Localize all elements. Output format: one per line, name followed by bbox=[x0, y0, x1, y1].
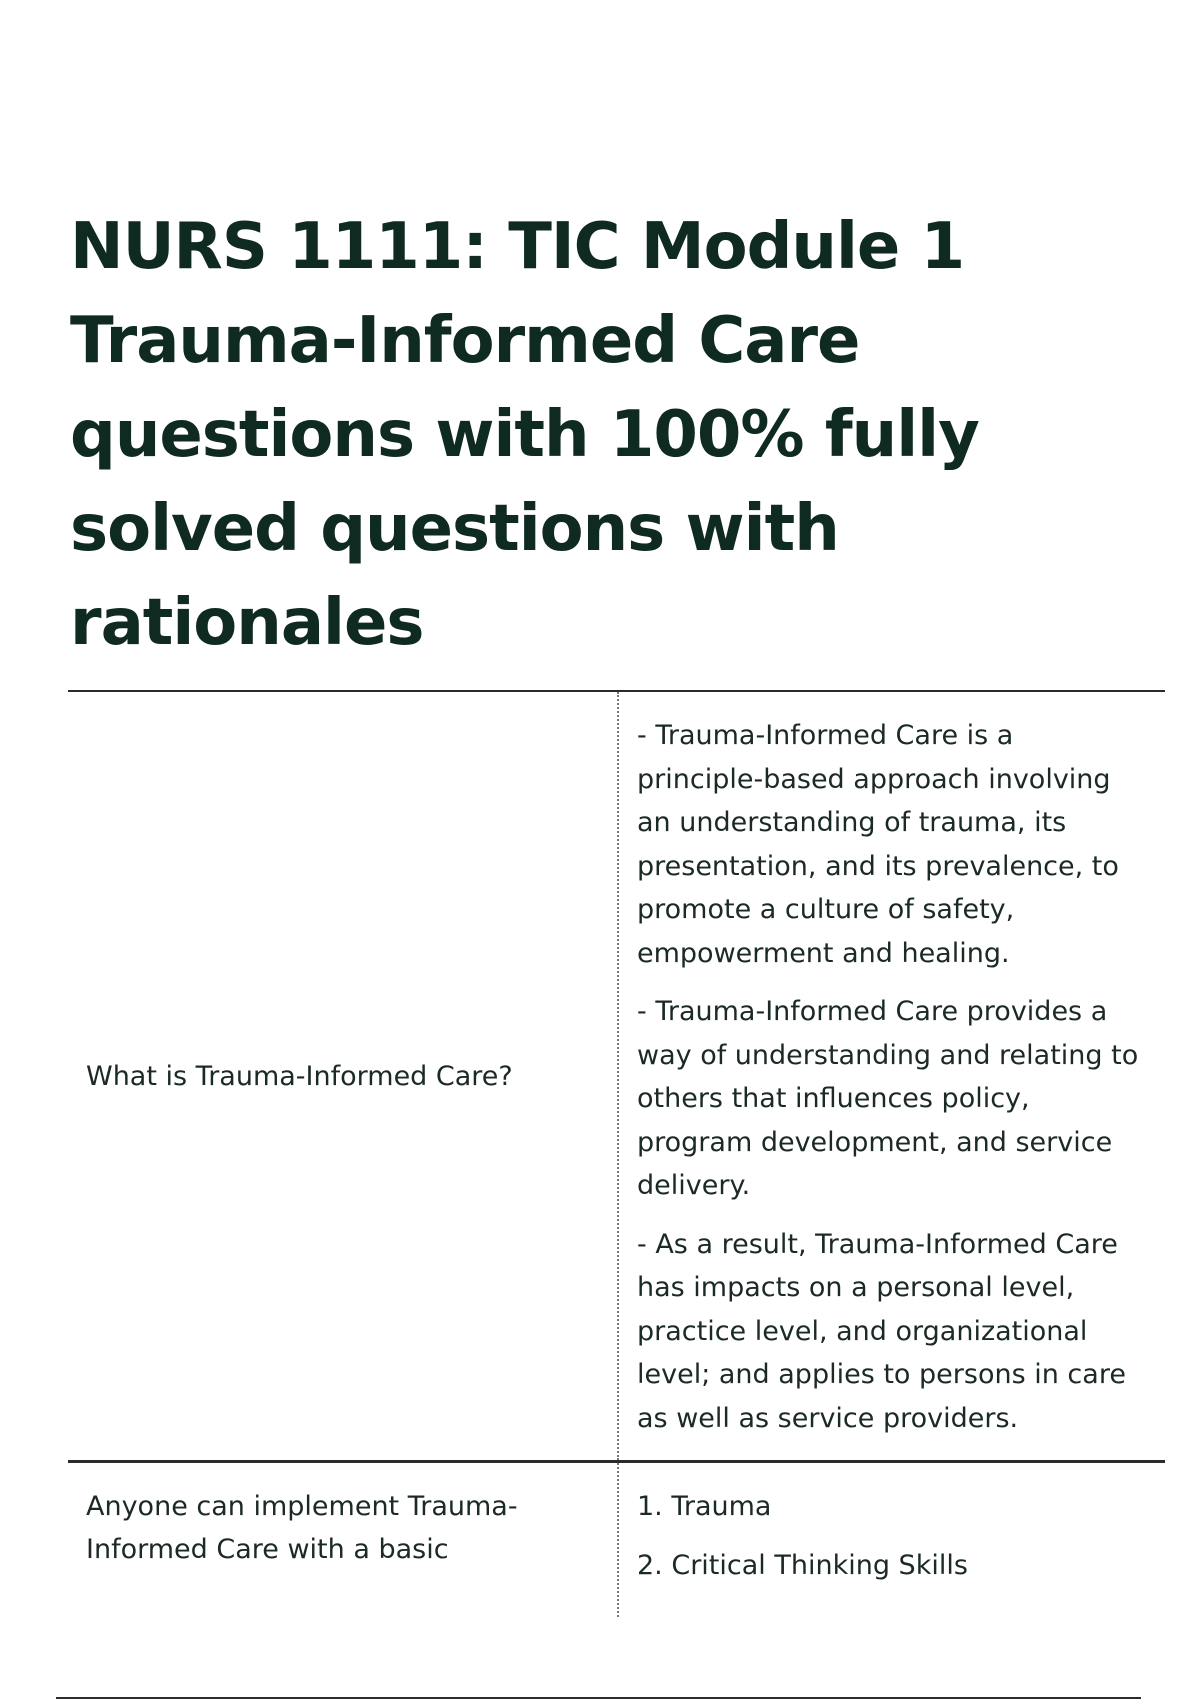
answer-paragraph: - Trauma-Informed Care provides a way of understanding and relating to others that influences policy, program development, and service delivery. bbox=[637, 996, 1139, 1201]
table-row bbox=[68, 692, 1165, 1460]
answer-list-item: 1. Trauma bbox=[637, 1491, 772, 1522]
question-text: Anyone can implement Trauma-Informed Care with a basic bbox=[86, 1491, 518, 1565]
answer-paragraph: - As a result, Trauma-Informed Care has impacts on a personal level, practice level, and organizational level; and applies to persons in care as well as service providers. bbox=[637, 1228, 1126, 1434]
qa-table bbox=[68, 690, 1165, 1617]
page-title: NURS 1111: TIC Module 1 Trauma-Informed Care questions with 100% fully solved questions with rationales bbox=[70, 210, 979, 660]
answer-cell bbox=[619, 692, 1165, 1460]
answer-cell bbox=[619, 1463, 1165, 1617]
question-cell bbox=[68, 1463, 619, 1617]
bottom-divider bbox=[56, 1697, 1141, 1699]
question-text: What is Trauma-Informed Care? bbox=[86, 1060, 513, 1092]
table-row bbox=[68, 1460, 1165, 1617]
answer-list-item: 2. Critical Thinking Skills bbox=[637, 1549, 968, 1581]
answer-paragraph: - Trauma-Informed Care is a principle-based approach involving an understanding of trauma, its presentation, and its prevalence, to promote a culture of safety, empowerment and healing. bbox=[637, 720, 1119, 969]
question-cell bbox=[68, 692, 619, 1460]
